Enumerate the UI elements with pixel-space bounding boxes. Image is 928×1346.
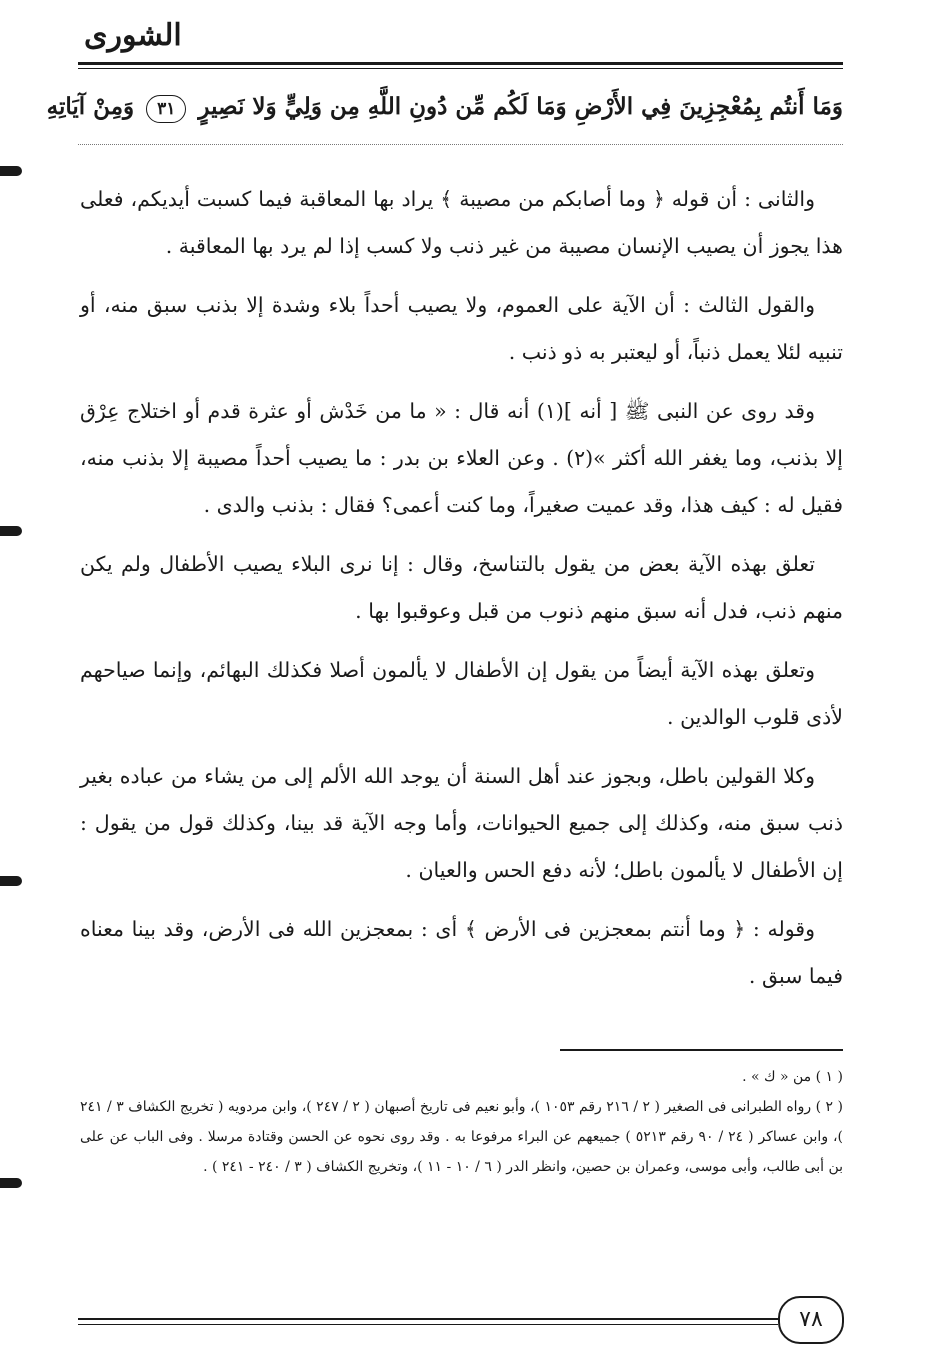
verse-separator xyxy=(78,144,843,145)
paragraph: وكلا القولين باطل، وبجوز عند أهل السنة أن يوجد الله الألم إلى من يشاء من عباده بغير ذنب سبق منه، وكذلك إلى جميع الحيوانات، وأما وجه الآية قد بينا، وكذلك قول من يقول : إن الأطفال لا يألمون باطل؛ لأنه دفع الحس والعيان . xyxy=(80,764,843,882)
quran-verse-line xyxy=(46,84,843,130)
footnotes xyxy=(80,1062,843,1182)
scan-edge-mark xyxy=(0,1178,22,1188)
header-rule-thin xyxy=(78,68,843,69)
scan-edge-mark xyxy=(0,876,22,886)
header-rule-thick xyxy=(78,62,843,65)
paragraph: وقد روى عن النبى ﷺ [ أنه ](١) أنه قال : « ما من خَدْش أو عثرة قدم أو اختلاج عِرْق إلا بذنب، وما يغفر الله أكثر »(٢) . وعن العلاء بن بدر : ما يصيب أحداً مصيبة إلا بذنب منه، فقيل له : كيف هذا، وقد عميت صغيراً، وما كنت أعمى؟ فقال : بذنب والدى . xyxy=(80,399,843,517)
page-header-title: الشورى xyxy=(84,18,182,53)
scan-edge-mark xyxy=(0,166,22,176)
footnote: ( ٢ ) رواه الطبرانى فى الصغير ( ٢ / ٢١٦ رقم ١٠٥٣ )، وأبو نعيم فى تاريخ أصبهان ( ٢ / ٢٤٧ )، وابن مردويه ( تخريج الكشاف ٣ / ٢٤١ )، وابن عساكر ( ٢٤ / ٩٠ رقم ٥٢١٣ ) جميعهم عن البراء مرفوعا به . وقد روى نحوه عن الحسن وقتادة مرسلا . وفى الباب عن على بن أبى طالب، وأبى موسى، وعمران بن حصين، وانظر الدر ( ٦ / ١٠ - ١١ )، وتخريج الكشاف ( ٣ / ٢٤٠ - ٢٤١ ) . xyxy=(80,1099,843,1175)
paragraph: وتعلق بهذه الآية أيضاً من يقول إن الأطفال لا يألمون أصلا فكذلك البهائم، وإنما صياحهم لأذى قلوب الوالدين . xyxy=(80,658,843,729)
paragraph: وقوله : ﴿ وما أنتم بمعجزين فى الأرض ﴾ أى : بمعجزين الله فى الأرض، وقد بينا معناه فيما سبق . xyxy=(80,917,843,988)
verse-text-after: وَمِنْ آيَاتِهِ xyxy=(46,93,135,120)
scan-edge-mark xyxy=(0,526,22,536)
footnote-separator xyxy=(560,1049,843,1051)
commentary-body xyxy=(80,176,843,1012)
footer-rule-thin xyxy=(78,1324,778,1325)
paragraph: تعلق بهذه الآية بعض من يقول بالتناسخ، وقال : إنا نرى البلاء يصيب الأطفال ولم يكن منهم ذنب، فدل أنه سبق منهم ذنوب من قبل وعوقبوا بها . xyxy=(80,552,843,623)
page-number: ٧٨ xyxy=(778,1296,844,1344)
verse-number-badge: ٣١ xyxy=(146,95,186,123)
paragraph: والقول الثالث : أن الآية على العموم، ولا يصيب أحداً بلاء وشدة إلا بذنب سبق منه، أو تنبيه لئلا يعمل ذنباً، أو ليعتبر به ذو ذنب . xyxy=(80,293,843,364)
verse-text-before: وَمَا أَنتُم بِمُعْجِزِينَ فِي الأَرْضِ وَمَا لَكُم مِّن دُونِ اللَّهِ مِن وَلِيٍّ وَلا نَصِيرٍ xyxy=(198,93,843,120)
footer-rule-thick xyxy=(78,1318,778,1320)
footnote: ( ١ ) من « ك » . xyxy=(742,1069,843,1085)
paragraph: والثانى : أن قوله ﴿ وما أصابكم من مصيبة ﴾ يراد بها المعاقبة فيما كسبت أيديكم، فعلى هذا يجوز أن يصيب الإنسان مصيبة من غير ذنب ولا كسب إذا لم يرد بها المعاقبة . xyxy=(80,187,843,258)
